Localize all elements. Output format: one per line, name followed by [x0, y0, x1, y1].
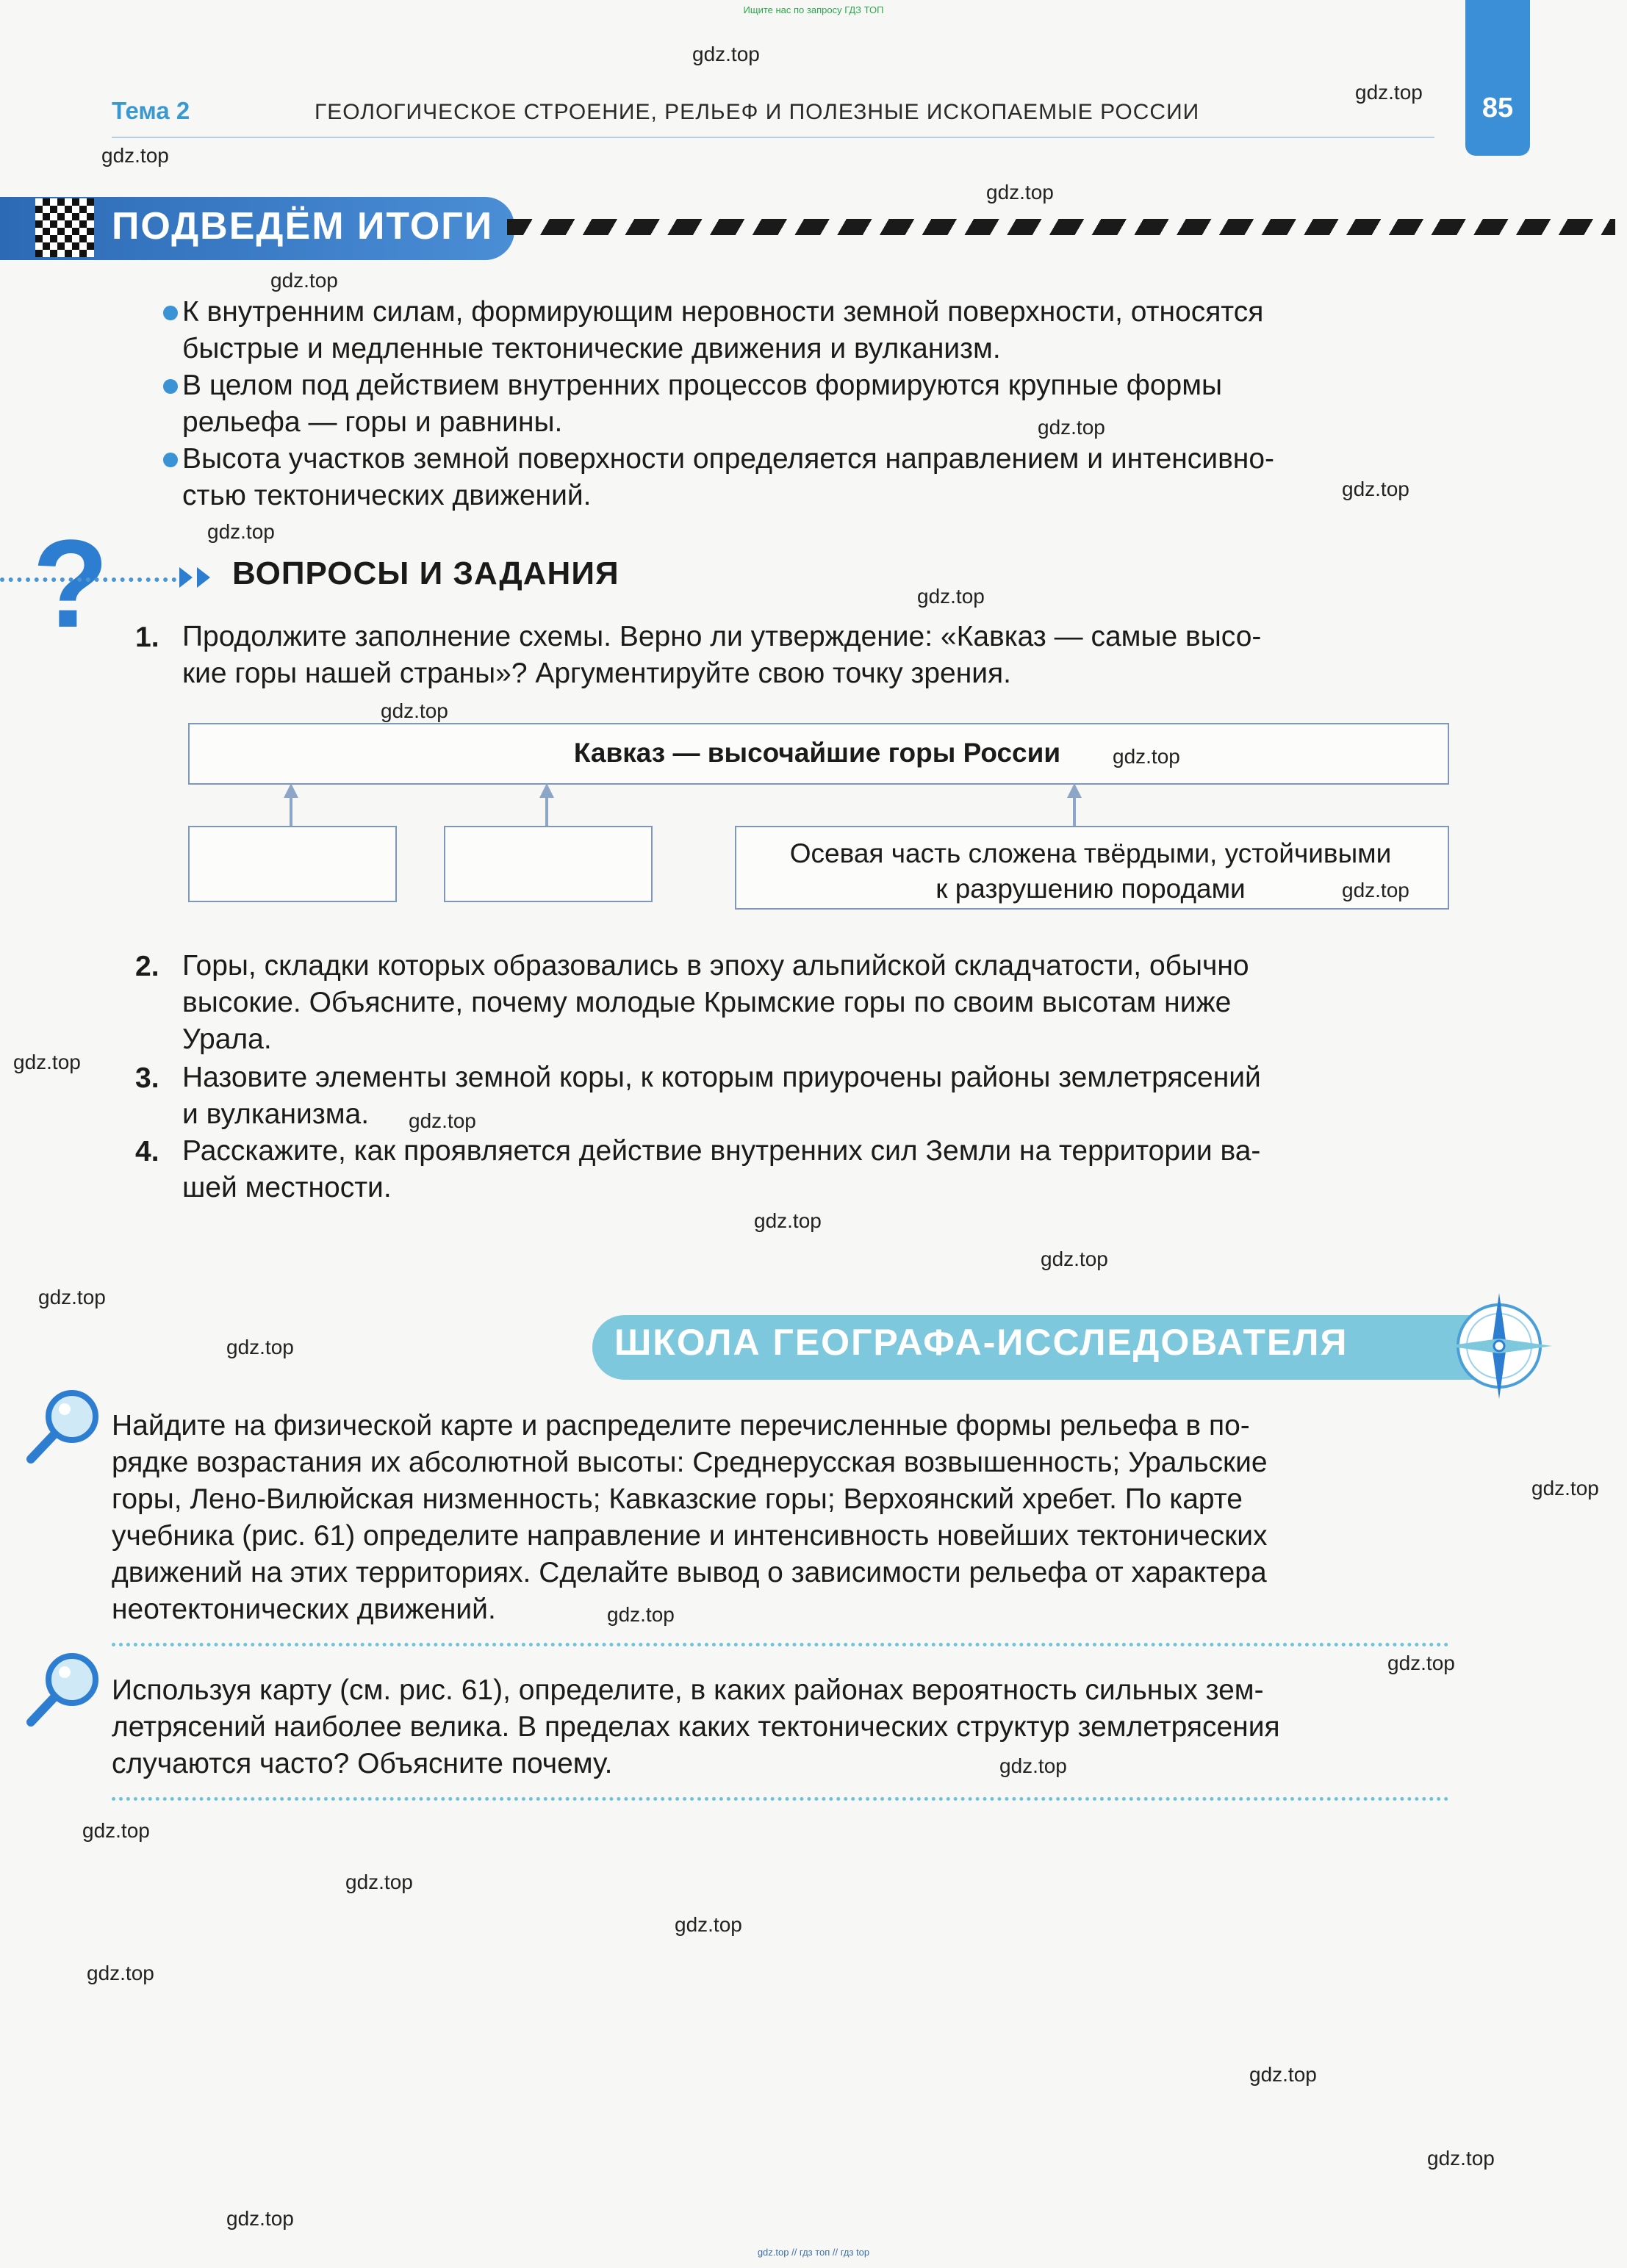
bullet-line: В целом под действием внутренних процессов формируются крупные формы: [182, 370, 1223, 401]
watermark: gdz.top: [917, 585, 985, 608]
summary-title: ПОДВЕДЁМ ИТОГИ: [112, 205, 494, 248]
text-line: Найдите на физической карте и распределите перечисленные формы рельефа в по-: [112, 1410, 1250, 1441]
compass-icon: [1440, 1287, 1558, 1405]
watermark: gdz.top: [409, 1109, 476, 1132]
question-4-text: [182, 1133, 1260, 1206]
scheme-top-text: Кавказ — высочайшие горы России: [573, 738, 1061, 768]
watermark: gdz.top: [1113, 745, 1180, 768]
watermark: gdz.top: [101, 144, 169, 167]
watermark: gdz.top: [1041, 1248, 1108, 1270]
watermark: gdz.top: [675, 1913, 742, 1936]
dotted-line: [0, 577, 176, 582]
text-line: Используя карту (см. рис. 61), определите, в каких районах вероятность сильных зем-: [112, 1674, 1264, 1706]
school-task-1: [112, 1408, 1268, 1628]
arrow-shaft: [290, 798, 292, 826]
text-line: горы, Лено-Вилюйская низменность; Кавказские горы; Верхоянский хребет. По карте: [112, 1483, 1243, 1515]
watermark: gdz.top: [82, 1819, 150, 1842]
watermark: gdz.top: [38, 1286, 106, 1308]
watermark: gdz.top: [1427, 2147, 1495, 2170]
question-number: 3.: [135, 1062, 159, 1094]
question-number: 4.: [135, 1136, 159, 1167]
bullet-line: рельефа — горы и равнины.: [182, 406, 563, 438]
text-line: летрясений наиболее велика. В пределах каких тектонических структур землетрясения: [112, 1711, 1280, 1743]
watermark: gdz.top: [87, 1962, 154, 1984]
bottom-banner: gdz.top // гдз топ // гдз top: [757, 2247, 870, 2258]
question-number: 2.: [135, 951, 159, 982]
text-line: учебника (рис. 61) определите направление и интенсивность новейших тектонических: [112, 1520, 1268, 1552]
text-line: кие горы нашей страны»? Аргументируйте свою точку зрения.: [182, 658, 1012, 689]
watermark: gdz.top: [345, 1871, 413, 1893]
watermark: gdz.top: [226, 2207, 294, 2230]
bullet-line: быстрые и медленные тектонические движения и вулканизм.: [182, 333, 1001, 364]
magnifier-icon: [22, 1649, 103, 1729]
text-line: Продолжите заполнение схемы. Верно ли утверждение: «Кавказ — самые высо-: [182, 621, 1262, 652]
watermark: gdz.top: [607, 1603, 675, 1626]
arrow-shaft: [545, 798, 548, 826]
top-banner: Ищите нас по запросу ГДЗ ТОП: [743, 4, 884, 15]
watermark: gdz.top: [986, 181, 1054, 204]
checkered-flag-icon: [35, 198, 94, 257]
question-1-text: [182, 619, 1261, 692]
watermark: gdz.top: [270, 269, 338, 292]
page-number: 85: [1481, 93, 1514, 123]
text-line: Урала.: [182, 1023, 272, 1055]
text-line: случаются часто? Объясните почему.: [112, 1748, 613, 1779]
scheme-empty-box: [444, 826, 653, 902]
watermark: gdz.top: [692, 43, 760, 65]
bullet-line: К внутренним силам, формирующим неровности земной поверхности, относятся: [182, 296, 1264, 328]
text-line: Назовите элементы земной коры, к которым приурочены районы землетрясений: [182, 1062, 1261, 1093]
topic-title: ГЕОЛОГИЧЕСКОЕ СТРОЕНИЕ, РЕЛЬЕФ И ПОЛЕЗНЫЕ ИСКОПАЕМЫЕ РОССИИ: [315, 100, 1200, 124]
text-line: шей местности.: [182, 1172, 392, 1203]
school-title: ШКОЛА ГЕОГРАФА-ИССЛЕДОВАТЕЛЯ: [614, 1322, 1348, 1363]
watermark: gdz.top: [1249, 2063, 1317, 2086]
arrow-up-icon: [284, 783, 298, 798]
text-line: Осевая часть сложена твёрдыми, устойчивыми: [789, 838, 1392, 868]
bullet-dot: [163, 306, 178, 320]
watermark: gdz.top: [1342, 478, 1409, 500]
summary-bullet: [182, 294, 1263, 367]
page-number-tab: [1465, 0, 1530, 156]
text-line: Горы, складки которых образовались в эпоху альпийской складчатости, обычно: [182, 950, 1249, 982]
watermark: gdz.top: [754, 1209, 822, 1232]
text-line: движений на этих территориях. Сделайте вывод о зависимости рельефа от характера: [112, 1557, 1267, 1588]
dotted-separator: [112, 1643, 1449, 1646]
bullet-dot: [163, 453, 178, 467]
question-2-text: [182, 948, 1249, 1058]
magnifier-icon: [22, 1386, 103, 1466]
watermark: gdz.top: [1355, 81, 1423, 104]
watermark: gdz.top: [226, 1336, 294, 1358]
watermark: gdz.top: [1038, 416, 1105, 439]
watermark: gdz.top: [999, 1754, 1067, 1777]
watermark: gdz.top: [1342, 879, 1409, 901]
text-line: рядке возрастания их абсолютной высоты: Среднерусская возвышенность; Уральские: [112, 1447, 1268, 1478]
topic-label: Тема 2: [112, 97, 190, 124]
text-line: и вулканизма.: [182, 1098, 370, 1130]
watermark: gdz.top: [381, 699, 448, 722]
bullet-dot: [163, 379, 178, 394]
arrow-up-icon: [1067, 783, 1082, 798]
header-rule: [112, 137, 1434, 138]
dash-stripe: [507, 219, 1615, 235]
summary-bullet: [182, 441, 1274, 514]
dotted-separator: [112, 1797, 1449, 1801]
watermark: gdz.top: [1387, 1652, 1455, 1674]
arrow-up-icon: [539, 783, 554, 798]
chevron-right-icon: [179, 567, 193, 588]
chevron-right-icon: [197, 567, 210, 588]
school-task-2: [112, 1672, 1280, 1782]
question-3-text: [182, 1059, 1261, 1133]
text-line: Расскажите, как проявляется действие внутренних сил Земли на территории ва-: [182, 1135, 1261, 1167]
questions-title: ВОПРОСЫ И ЗАДАНИЯ: [232, 555, 619, 591]
arrow-shaft: [1073, 798, 1076, 826]
bullet-line: Высота участков земной поверхности определяется направлением и интенсивно-: [182, 443, 1275, 475]
watermark: gdz.top: [13, 1051, 81, 1073]
text-line: к разрушению породами: [935, 874, 1246, 904]
watermark: gdz.top: [207, 520, 275, 543]
scheme-bottom-text: [735, 836, 1446, 907]
text-line: высокие. Объясните, почему молодые Крымские горы по своим высотам ниже: [182, 987, 1232, 1018]
question-number: 1.: [135, 622, 159, 653]
scheme-empty-box: [188, 826, 397, 902]
watermark: gdz.top: [1531, 1477, 1599, 1500]
text-line: неотектонических движений.: [112, 1594, 496, 1625]
question-mark-icon: ?: [32, 514, 109, 654]
bullet-line: стью тектонических движений.: [182, 480, 592, 511]
